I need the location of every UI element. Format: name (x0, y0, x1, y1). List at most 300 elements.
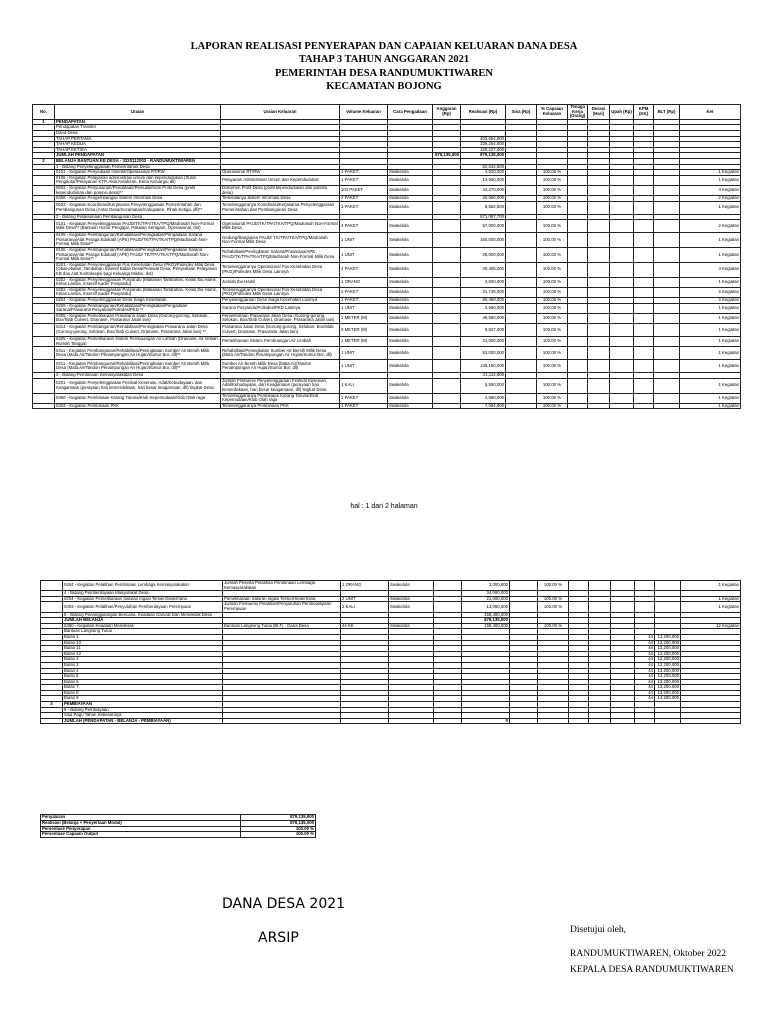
row-wage (610, 336, 634, 346)
row-procurement: Swakelola (388, 277, 433, 287)
row-remarks: 1 Kegiatan (680, 201, 741, 214)
row-kpm: 44 (635, 662, 655, 668)
table-row (33, 403, 741, 409)
column-header: KPM (KK) (634, 105, 654, 120)
row-realization: 7,084,800 (461, 403, 506, 409)
table-row (33, 360, 741, 373)
table-row (33, 323, 741, 336)
row-duration (589, 718, 611, 724)
row-volume: 1 METER (M) (340, 336, 388, 346)
row-realization: 150,227,000 (461, 147, 506, 153)
row-remaining (506, 323, 537, 336)
column-header: Sisa (Rp) (506, 105, 537, 120)
row-procurement: Swakelola (388, 170, 433, 176)
row-remarks: 1 Kegiatan (680, 378, 741, 393)
row-procurement (389, 718, 434, 724)
row-remaining (506, 403, 537, 409)
table-row (33, 303, 741, 313)
row-description: 0204 - Kegiatan Pemeliharaan Saluran Irigasi Tersier/Sederhana (63, 596, 223, 602)
row-duration (588, 393, 610, 403)
row-realization: 62,642,500 (461, 164, 506, 170)
row-number (33, 220, 55, 233)
row-description: 0106 - Kegiatan Pembangunan/Rehabilitasi/Peningkatan/Pengadaan Sarana Prasarana/Alat Peraga Edukatif (APE) PAUD/ TK/TPA/TKA/TPQ/Madrasah Non-Formal Milik Desa** (55, 248, 221, 263)
row-remarks: 4 Kegiatan (680, 262, 741, 277)
row-output: Operasional RT/RW (221, 170, 340, 176)
row-realization: 571,087,700 (461, 214, 506, 220)
row-remaining (506, 248, 537, 263)
table-row (33, 287, 741, 297)
row-output-achievement: 100.00 % (537, 170, 568, 176)
row-remarks: 1 Kegiatan (680, 277, 741, 287)
row-output-achievement: 100.00 % (538, 623, 569, 629)
row-volume (341, 718, 389, 724)
row-remarks: 1 Kegiatan (680, 360, 741, 373)
row-wage (610, 323, 634, 336)
row-blt: 13,200,000 (655, 679, 681, 685)
row-blt (654, 336, 680, 346)
row-description: 0502 - Kegiatan Koordinasi/Kerjasama Penyelenggaraan Pemerintahan dan Pembangunan Desa (Antar Desa/Kecamatan/Kabupaten, Pihak Ketiga, dll)** (55, 201, 221, 214)
row-volume: 44 KK (341, 623, 389, 629)
row-budget (433, 287, 461, 297)
row-number (41, 581, 63, 591)
row-number: 2 (33, 158, 55, 164)
row-budget (434, 581, 462, 591)
column-header: Uraian Keluaran (221, 105, 340, 120)
row-blt (654, 175, 680, 185)
row-wage (610, 175, 634, 185)
row-number (33, 403, 55, 409)
row-output: Pemeliharaan Saluran Irigasi Tersier/Sederhana (223, 596, 341, 602)
row-duration (588, 360, 610, 373)
row-budget (433, 220, 461, 233)
row-kpm (634, 378, 654, 393)
row-workers (568, 336, 588, 346)
row-description: 0405 - Kegiatan Pemeliharaan Sistem Pembuangan Air Limbah (Drainase, Air limbah Rumah Tangga) (55, 336, 221, 346)
row-volume: 1 PAKET (340, 201, 388, 214)
row-output-achievement: 100.00 % (537, 233, 568, 248)
row-budget: 879,135,000 (433, 153, 461, 159)
row-blt (654, 277, 680, 287)
row-budget (433, 248, 461, 263)
row-description: 1 - Bidang Penyelenggaraan Pemerintahan Desa (55, 164, 221, 170)
row-blt (654, 303, 680, 313)
row-description: 0105 - Kegiatan Pembangunan/Rehabilitasi/Peningkatan/Pengadaan Sarana Prasarana/Alat Peraga Edukatif (APE) PAUD/TK/TPA/TKA/TPQ/Madrasah Non-Formal Milik Desa** (55, 233, 221, 248)
row-volume: 2 PAKET (340, 196, 388, 202)
row-realization: 21,000,000 (461, 336, 506, 346)
row-realization: 31,745,000 (461, 287, 506, 297)
row-procurement: Swakelola (388, 403, 433, 409)
row-duration (588, 262, 610, 277)
row-procurement: Swakelola (389, 581, 434, 591)
table-row (33, 185, 741, 195)
row-description: 0403 - Kegiatan Pelatihan/Penyuluhan Pemberdayaan Perempuan (63, 602, 223, 612)
row-remarks: 1 Kegiatan (680, 175, 741, 185)
row-output-achievement: 100.00 % (537, 201, 568, 214)
column-header: % Capaian Keluaran (537, 105, 568, 120)
row-procurement: Swakelola (388, 323, 433, 336)
row-budget (433, 378, 461, 393)
row-description: Bantuan Langsung Tunai (63, 629, 223, 635)
row-blt: 13,200,000 (655, 634, 681, 640)
row-realization: 49,550,000 (461, 313, 506, 323)
row-blt (654, 378, 680, 393)
row-wage (610, 201, 634, 214)
row-budget (433, 393, 461, 403)
summary-row (41, 832, 316, 838)
row-description: 3 - Bidang Pembinaan Kemasyarakatan Desa (55, 373, 221, 379)
row-description: PEMBIAYAAN (63, 702, 223, 708)
row-wage (611, 718, 635, 724)
row-blt (655, 718, 681, 724)
column-header: BLT (Rp) (654, 105, 680, 120)
row-wage (610, 347, 634, 360)
row-remaining (510, 602, 538, 612)
row-output: Sarana Posyandu/Polindes/PKD Lainnya (221, 303, 340, 313)
row-blt (654, 287, 680, 297)
row-wage (610, 233, 634, 248)
row-output-achievement: 100.00 % (537, 248, 568, 263)
row-realization: 3,000,000 (462, 581, 510, 591)
row-realization: 60,460,000 (461, 298, 506, 304)
summary-label: Realisasi (Belanja + Penyertaan Modal) (41, 820, 241, 826)
row-number (33, 378, 55, 393)
row-description: 0314 - Kegiatan Pembangunan/Rehabilitasi/Peningkatan Prasarana Jalan Desa (Gorong-gorong, Selokan, Box/Slab Culvert, Drainase, Prasarana Jalan lain) ** (55, 323, 221, 336)
table-row (33, 233, 741, 248)
column-header: Durasi (Hari) (588, 105, 610, 120)
table-row (41, 718, 741, 724)
row-output (223, 718, 341, 724)
row-description: 0101 - Kegiatan Penyelenggaraan PAUD/TK/TPA/TKA/TPQ/Madrasah Non-Formal Milik Desa** (Bantuan Honor Pengajar, Pakaian Seragam, Operasional, dst) (55, 220, 221, 233)
row-output-achievement: 100.00 % (537, 185, 568, 195)
table-row (33, 277, 741, 287)
table-row (41, 602, 741, 612)
row-blt (654, 262, 680, 277)
row-realization: 40,405,000 (461, 262, 506, 277)
row-volume: 4 PAKET (340, 262, 388, 277)
row-realization: 13,650,000 (461, 175, 506, 185)
row-output: Terselenggaranya Pembinaan PKK (221, 403, 340, 409)
title-line-3: PEMERINTAH DESA RANDUMUKTIWAREN (275, 67, 493, 79)
row-kpm (634, 220, 654, 233)
row-kpm (634, 303, 654, 313)
row-remarks: 1 Kegiatan (680, 403, 741, 409)
row-output-achievement: 100.00 % (537, 298, 568, 304)
row-number (33, 347, 55, 360)
row-volume: 1 UNIT (340, 248, 388, 263)
row-duration (588, 403, 610, 409)
row-wage (610, 262, 634, 277)
row-remaining (506, 303, 537, 313)
row-remaining (506, 175, 537, 185)
row-duration (588, 277, 610, 287)
row-output-achievement: 100.00 % (538, 602, 569, 612)
row-description: TAHAP PERTAMA (55, 136, 221, 142)
row-budget (433, 313, 461, 323)
row-volume: 1 UNIT (340, 347, 388, 360)
row-kpm (634, 323, 654, 336)
row-volume: 104 PAKET (340, 185, 388, 195)
row-description: 0406 - Kegiatan Pengembangan Sistem Informasi Desa (55, 196, 221, 202)
table-row (41, 581, 741, 591)
row-description: Bulan 7 (63, 685, 223, 691)
row-description: JUMLAH (PENDAPATAN - BELANJA - PEMBIAYAAN) (63, 718, 223, 724)
row-description: 0411 - Kegiatan Pembangunan/Rehabilitasi/Peningkatan Sumber Air Bersih Milik Desa (Mata Air/Tandon Penampungan Air Hujan/Sumur Bor, dll)** (55, 347, 221, 360)
row-volume: 2 UNIT (341, 596, 389, 602)
row-description: 0502 - Kegiatan Penyusunan/Pendataan/Pemutakhiran Profil Desa (profil kependudukan dan potensi desa)** (55, 185, 221, 195)
table-row (33, 347, 741, 360)
row-duration (588, 175, 610, 185)
row-kpm: 44 (635, 690, 655, 696)
row-remaining (506, 336, 537, 346)
row-volume: 1 PAKET (340, 403, 388, 409)
row-workers (568, 393, 588, 403)
row-remaining (506, 313, 537, 323)
row-realization: 879,135,000 (461, 153, 506, 159)
row-kpm: 44 (635, 679, 655, 685)
row-output: Pelayanan Administrasi Umum dan Kependudukan (221, 175, 340, 185)
row-blt: 13,200,000 (655, 696, 681, 702)
table-row (33, 262, 741, 277)
row-workers (568, 262, 588, 277)
row-blt: 13,200,000 (655, 657, 681, 663)
row-number (33, 175, 55, 185)
row-description: PENDAPATAN (55, 119, 221, 125)
row-output: Operasional PAUD/TK/TPA/TKA/TPQ/Madrasah Non-Formal Milik Desa (221, 220, 340, 233)
row-description: 0209 - Kegiatan Pembangunan/Rehabilitasi/Peningkatan/Pengadaan Sarana/Prasarana Posyandu/Polindes/PKD ** (55, 303, 221, 313)
row-realization: 13,060,000 (462, 602, 510, 612)
row-output-achievement: 100.00 % (537, 287, 568, 297)
row-output: Jumlah Frekuensi Penyelenggaraan Festival Kesenian, Adat/Kebudayaan, dan Keagamaan (perayaan hari kemerdekaan, hari besar keagamaan, dll) tingkat Desa (221, 378, 340, 393)
row-description: 5 - Bidang Penanggulangan Bencana, Keadaan Darurat Dan Mendesak Desa (63, 612, 223, 618)
row-kpm (635, 718, 655, 724)
signature-approved: Disetujui oleh, (570, 925, 626, 935)
row-procurement: Swakelola (388, 378, 433, 393)
stamp-line-1: DANA DESA 2021 (222, 896, 346, 912)
row-description: JUMLAH PENDAPATAN (55, 153, 221, 159)
row-budget (433, 233, 461, 248)
row-output: Terkelolanya Sistem Informasi Desa (221, 196, 340, 202)
row-procurement: Swakelola (388, 185, 433, 195)
row-number: 3 (41, 702, 63, 708)
row-procurement: Swakelola (388, 220, 433, 233)
row-realization: 21,000,000 (462, 596, 510, 602)
row-number (33, 201, 55, 214)
signature-role: KEPALA DESA RANDUMUKTIWAREN (570, 965, 734, 975)
row-output: Prasarana Jalan Desa (Gorong-gorong, Selokan, Box/Slab Culvert, Drainase, Prasarana Jalan lain) (221, 323, 340, 336)
row-budget (433, 360, 461, 373)
row-description: 0201 - Kegiatan Penyelenggaraan Festival Kesenian, Adat/Kebudayaan, dan Keagamaan (perayaan hari kemerdekaan, hari besar keagamaan, dll) tingkat Desa (55, 378, 221, 393)
row-duration (588, 287, 610, 297)
row-remarks: 2 Kegiatan (680, 220, 741, 233)
row-blt: 13,200,000 (655, 690, 681, 696)
row-wage (611, 602, 635, 612)
row-procurement: Swakelola (388, 196, 433, 202)
row-workers (568, 233, 588, 248)
row-kpm (634, 287, 654, 297)
row-description: Pendapatan Transfer (55, 125, 221, 131)
row-output-achievement: 100.00 % (537, 347, 568, 360)
row-kpm (634, 201, 654, 214)
row-procurement: Swakelola (388, 360, 433, 373)
row-remarks: 2 Kegiatan (680, 196, 741, 202)
row-kpm: 44 (635, 685, 655, 691)
row-remarks: 2 Kegiatan (680, 298, 741, 304)
column-header: Realisasi (Rp) (461, 105, 506, 120)
table-row (33, 201, 741, 214)
row-realization: 57,000,000 (461, 220, 506, 233)
row-blt (654, 201, 680, 214)
row-procurement: Swakelola (388, 336, 433, 346)
row-wage (610, 403, 634, 409)
row-kpm (634, 360, 654, 373)
row-wage (610, 287, 634, 297)
row-workers (568, 378, 588, 393)
row-remarks: 1 Kegiatan (680, 313, 741, 323)
row-description: 6 - Bidang Pembiayaan (63, 707, 223, 713)
row-remarks: 1 Kegiatan (680, 393, 741, 403)
row-blt: 13,200,000 (655, 640, 681, 646)
row-output-achievement: 100.00 % (537, 323, 568, 336)
row-kpm: 44 (635, 696, 655, 702)
row-description: 0202 - Kegiatan Penyelenggaraan Posyandu (Makanan Tambahan, Kelas Ibu Hamil, Kelas Lansia, Insentif Kader Posyandu) (55, 277, 221, 287)
row-output-achievement: 100.00 % (537, 220, 568, 233)
row-workers (568, 347, 588, 360)
title-line-4: KECAMATAN BOJONG (326, 81, 442, 93)
row-output: Rehabilitasi/Peningkatan Sumber Air Bersih Milik Desa (Mata Air/Tandon Penampungan Air Hujan/Sumur Bor, dll) (221, 347, 340, 360)
table-row (33, 393, 741, 403)
row-number (41, 718, 63, 724)
row-remaining (506, 393, 537, 403)
row-budget (433, 303, 461, 313)
row-description: BELANJA BANTUAN KE DESA - 3320112003 - RANDUMUKTIWAREN (55, 158, 221, 164)
row-realization: 5,550,000 (461, 378, 506, 393)
row-workers (569, 718, 589, 724)
row-kpm (634, 403, 654, 409)
signature-place-date: RANDUMUKTIWAREN, Oktober 2022 (570, 949, 726, 959)
row-workers (568, 323, 588, 336)
row-kpm (635, 602, 655, 612)
row-blt: 13,200,000 (655, 651, 681, 657)
column-header: Tenaga Kerja (Orang) (568, 105, 588, 120)
row-kpm (634, 277, 654, 287)
row-duration (588, 313, 610, 323)
row-realization: 158,400,000 (462, 623, 510, 629)
row-remarks: 4 Kegiatan (680, 185, 741, 195)
row-budget (433, 347, 461, 360)
row-procurement: Swakelola (389, 596, 434, 602)
row-description: Dana Desa (55, 130, 221, 136)
row-description: Bulan 11 (63, 646, 223, 652)
row-remaining (506, 360, 537, 373)
row-number (33, 277, 55, 287)
row-output: Pemeliharaan Sistem Pembuangan Air Limbah (221, 336, 340, 346)
row-volume: 1 ORANG (341, 581, 389, 591)
summary-value: 879,135,000 (241, 815, 316, 821)
row-blt (655, 581, 681, 591)
column-header: Ket (680, 105, 741, 120)
table-row (33, 248, 741, 263)
row-number (33, 262, 55, 277)
row-kpm (634, 262, 654, 277)
row-output: Sumber Air Bersih Milik Desa (Mata Air/Tandon Penampungan Air Hujan/Sumur Bor, dll) (221, 360, 340, 373)
row-output-achievement: 100.00 % (537, 360, 568, 373)
row-workers (568, 360, 588, 373)
row-duration (588, 185, 610, 195)
row-description: JUMLAH BELANJA (63, 618, 223, 624)
row-remaining (506, 185, 537, 195)
row-wage (611, 581, 635, 591)
row-blt: 13,200,000 (655, 662, 681, 668)
row-realization: 28,000,000 (461, 248, 506, 263)
row-kpm (634, 175, 654, 185)
row-volume: 2 METER (M) (340, 323, 388, 336)
row-volume: 1 UNIT (340, 360, 388, 373)
row-budget (433, 185, 461, 195)
row-remarks: 2 Kegiatan (680, 287, 741, 297)
row-kpm (634, 185, 654, 195)
title-line-2: TAHAP 3 TAHUN ANGGARAN 2021 (298, 54, 470, 66)
row-wage (610, 303, 634, 313)
row-workers (568, 201, 588, 214)
row-description: Bulan 8 (63, 690, 223, 696)
row-output: Gedung/Bangunan PAUD/ TK/TPA/TKA/TPQ/Madrasah Non-Formal Milik Desa (221, 233, 340, 248)
row-realization: 325,254,000 (461, 142, 506, 148)
row-volume: 2 KALI (341, 602, 389, 612)
row-duration (588, 201, 610, 214)
row-blt (654, 360, 680, 373)
row-description: Bulan 12 (63, 651, 223, 657)
row-budget (433, 262, 461, 277)
row-remarks: 1 Kegiatan (681, 581, 741, 591)
row-kpm (635, 581, 655, 591)
column-header: Volume Keluaran (340, 105, 388, 120)
row-description: Bulan 9 (63, 696, 223, 702)
row-duration (588, 378, 610, 393)
summary-label: Persentase Penyerapan (41, 826, 241, 832)
row-realization: 53,000,000 (461, 347, 506, 360)
row-number (33, 393, 55, 403)
report-title (0, 40, 768, 94)
row-description: Bulan 6 (63, 679, 223, 685)
row-procurement: Swakelola (388, 248, 433, 263)
row-remaining (506, 378, 537, 393)
row-number (33, 360, 55, 373)
report-table-page-1 (32, 104, 741, 409)
row-kpm: 44 (635, 668, 655, 674)
row-description: TAHAP KETIGA (55, 147, 221, 153)
row-realization: 21,114,800 (461, 373, 506, 379)
row-realization: 9,927,000 (461, 323, 506, 336)
row-duration (589, 602, 611, 612)
row-realization: 4,660,000 (461, 393, 506, 403)
summary-value: 100.00 % (241, 832, 316, 838)
row-workers (568, 248, 588, 263)
summary-label: Penyaluran (41, 815, 241, 821)
row-realization: 34,060,000 (462, 591, 510, 597)
row-workers (568, 185, 588, 195)
row-output: Dokumen Profil Desa (profil kependudukan dan potensi desa) (221, 185, 340, 195)
row-output-achievement: 100.00 % (537, 175, 568, 185)
row-description: 0201 - Kegiatan Penyelenggaraan Pos Kesehatan Desa (PKD)/Polindes Milik Desa (Obat-obatan, Tambahan Insentif Bidan Desa/Perawat Desa, Penyediaan Pelayanan KB dan Alat Kontrasepsi bagi Keluarga Miskin, dst) (55, 262, 221, 277)
row-description: Bulan 5 (63, 674, 223, 680)
title-line-1: LAPORAN REALISASI PENYERAPAN DAN CAPAIAN KELUARAN DANA DESA (190, 41, 578, 52)
row-kpm: 44 (635, 646, 655, 652)
row-output-achievement: 100.00 % (537, 393, 568, 403)
row-wage (610, 248, 634, 263)
row-workers (568, 303, 588, 313)
row-kpm (634, 393, 654, 403)
row-volume: 1 UNIT (340, 233, 388, 248)
